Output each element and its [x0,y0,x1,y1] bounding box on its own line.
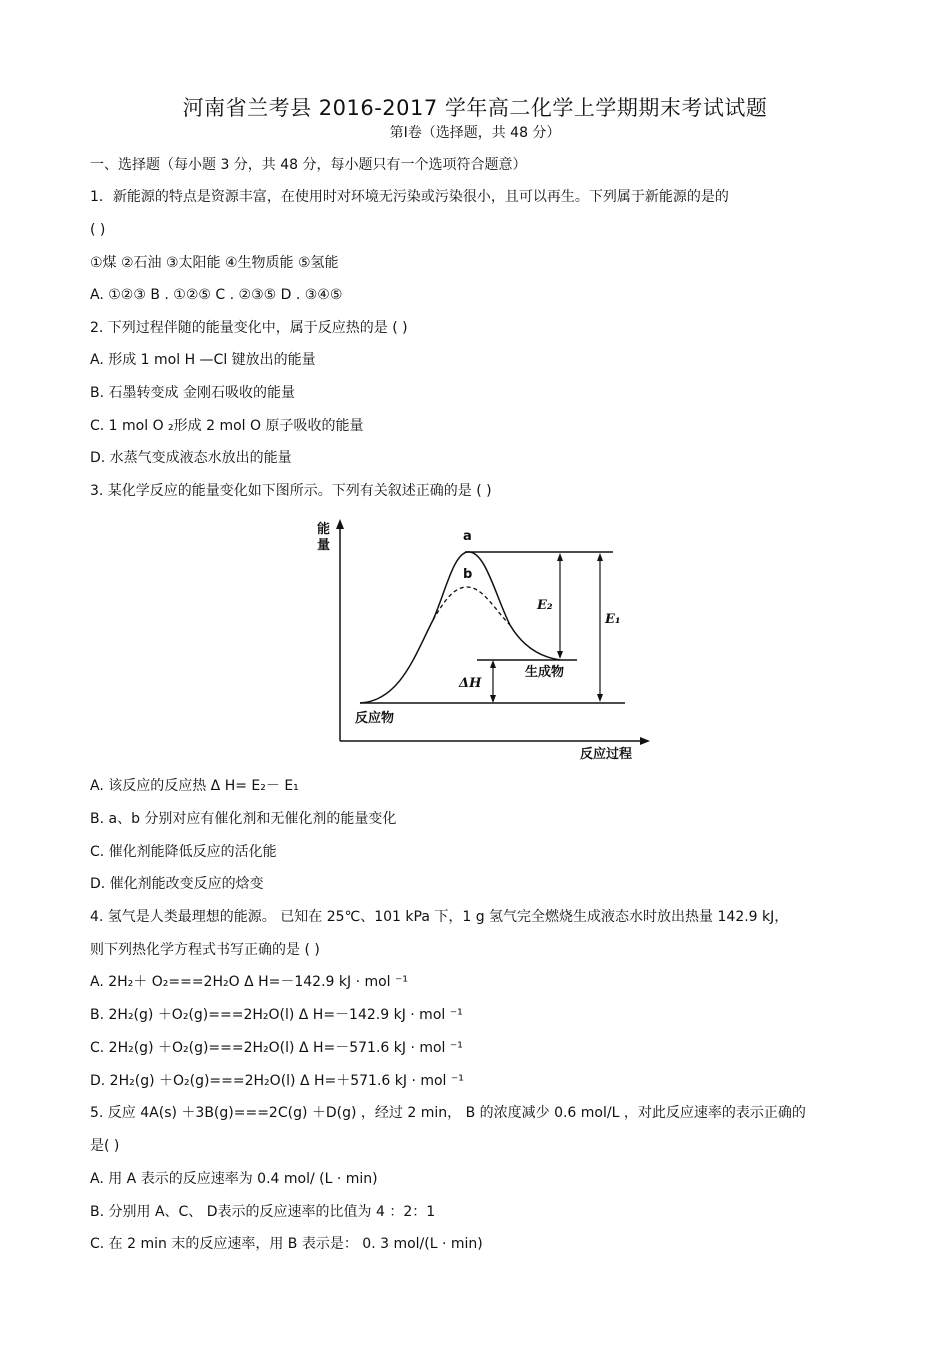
y-axis-label-2: 量 [317,538,331,553]
q2-stem: 2. 下列过程伴随的能量变化中，属于反应热的是 ( ) [90,320,408,336]
q3-option-c: C. 催化剂能降低反应的活化能 [90,844,277,860]
dh-label: ΔH [459,676,482,691]
q3-option-a: A. 该反应的反应热 Δ H= E₂－ E₁ [90,778,299,794]
q5-option-c: C. 在 2 min 末的反应速率，用 B 表示是： 0. 3 mol/(L · min) [90,1236,483,1252]
e2-arrow-top [557,553,563,561]
e1-arrow-top [597,553,603,561]
exam-title: 河南省兰考县 2016-2017 学年高二化学上学期期末考试试题 [182,96,768,120]
dh-arrow-bottom [490,695,496,703]
reactant-label: 反应物 [355,711,395,726]
x-axis-label: 反应过程 [580,747,633,762]
q3-option-b: B. a、b 分别对应有催化剂和无催化剂的能量变化 [90,811,397,827]
curve-a-label: a [463,529,472,544]
q4-option-b: B. 2H₂(g) ＋O₂(g)===2H₂O(l) Δ H=－142.9 kJ · mol ⁻¹ [90,1007,463,1023]
y-axis-arrow [336,519,344,529]
q5-stem-continued: 是( ) [90,1138,120,1154]
q1-items: ①煤 ②石油 ③太阳能 ④生物质能 ⑤氢能 [90,255,339,271]
q3-stem: 3. 某化学反应的能量变化如下图所示。下列有关叙述正确的是 ( ) [90,483,492,499]
curve-b [433,587,510,625]
y-axis-label-1: 能 [317,522,331,537]
e1-arrow-bottom [597,694,603,702]
q5-option-b: B. 分别用 A、C、 D表示的反应速率的比值为 4 ：2：1 [90,1204,436,1220]
energy-diagram-svg [305,515,650,765]
exam-subtitle: 第Ⅰ卷（选择题，共 48 分） [389,125,561,141]
q4-option-d: D. 2H₂(g) ＋O₂(g)===2H₂O(l) Δ H=＋571.6 kJ · mol ⁻¹ [90,1073,464,1089]
q1-options: A. ①②③ B . ①②⑤ C . ②③⑤ D . ③④⑤ [90,287,343,303]
q4-option-a: A. 2H₂＋ O₂===2H₂O Δ H=－142.9 kJ · mol ⁻¹ [90,974,409,990]
q2-option-b: B. 石墨转变成 金刚石吸收的能量 [90,385,295,401]
dh-arrow-top [490,660,496,668]
q3-option-d: D. 催化剂能改变反应的焓变 [90,876,264,892]
e2-label: E₂ [537,598,553,613]
e1-label: E₁ [605,612,621,627]
product-label: 生成物 [525,665,565,680]
curve-b-label: b [463,567,473,582]
q2-option-d: D. 水蒸气变成液态水放出的能量 [90,450,292,466]
q2-option-a: A. 形成 1 mol H —Cl 键放出的能量 [90,352,316,368]
q4-stem-continued: 则下列热化学方程式书写正确的是 ( ) [90,942,320,958]
q2-option-c: C. 1 mol O ₂形成 2 mol O 原子吸收的能量 [90,418,364,434]
q5-option-a: A. 用 A 表示的反应速率为 0.4 mol/ (L · min) [90,1171,378,1187]
q4-stem: 4. 氢气是人类最理想的能源。 已知在 25℃、101 kPa 下，1 g 氢气完全燃烧生成液态水时放出热量 142.9 kJ， [90,909,789,925]
q1-answer-paren: ( ) [90,222,106,238]
energy-diagram [305,515,650,765]
q4-option-c: C. 2H₂(g) ＋O₂(g)===2H₂O(l) Δ H=－571.6 kJ · mol ⁻¹ [90,1040,463,1056]
e2-arrow-bottom [557,651,563,659]
section-heading: 一、选择题（每小题 3 分，共 48 分，每小题只有一个选项符合题意） [90,157,527,173]
x-axis-arrow [640,737,650,745]
q1-stem: 1．新能源的特点是资源丰富，在使用时对环境无污染或污染很小，且可以再生。下列属于新能源的是的 [90,189,729,205]
q5-stem: 5. 反应 4A(s) ＋3B(g)===2C(g) ＋D(g) ，经过 2 min， B 的浓度减少 0.6 mol/L ，对此反应速率的表示正确的 [90,1105,806,1121]
